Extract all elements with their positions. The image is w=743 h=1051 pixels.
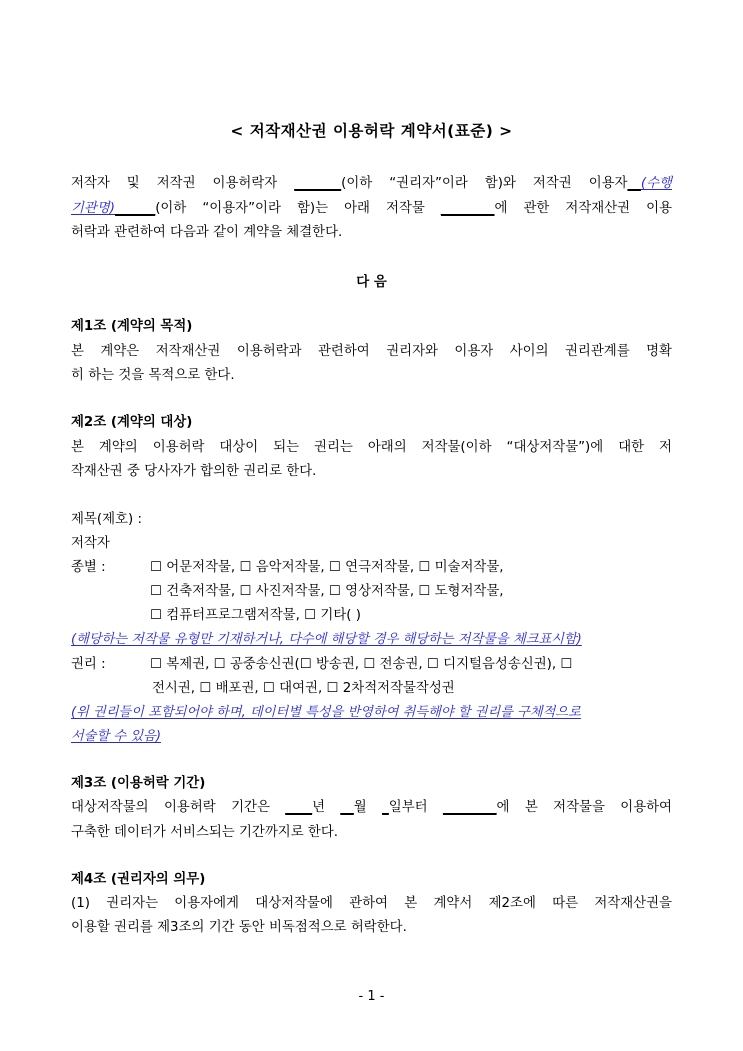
rights-note-1: (위 권리들이 포함되어야 하며, 데이터별 특성을 반영하여 취득해야 할 권리를 구체적으로 [71, 705, 581, 720]
intro-text: 저작자 및 저작권 이용허락자 [71, 176, 295, 191]
month-blank: __ [340, 800, 354, 815]
day-blank: _ [382, 800, 389, 815]
section-heading: 다 음 [356, 275, 387, 290]
end-date-blank: ________ [442, 800, 497, 815]
article-4-line-1: (1) 권리자는 이용자에게 대상저작물에 관하여 본 계약서 제2조에 따른 저작재산권을 [71, 896, 672, 911]
guide-text: (수행 [640, 176, 672, 191]
work-type-label: 종별 : [71, 560, 106, 575]
article-4-title: 제4조 (권리자의 의무) [71, 872, 206, 887]
rights-row-1: ☐ 복제권, ☐ 공중송신권(☐ 방송권, ☐ 전송권, ☐ 디지털음성송신권), ☐ [150, 657, 573, 672]
article-4-line-2: 이용할 권리를 제3조의 기간 동안 비독점적으로 허락한다. [71, 920, 407, 935]
work-type-row-2: ☐ 건축저작물, ☐ 사진저작물, ☐ 영상저작물, ☐ 도형저작물, [150, 584, 504, 599]
licensee-blank: ______ [115, 201, 156, 216]
rights-row-2: 전시권, ☐ 배포권, ☐ 대여권, ☐ 2차적저작물작성권 [152, 681, 455, 696]
work-title-label: 제목(제호) : [71, 512, 142, 527]
licensee-blank: __ [627, 176, 641, 191]
licensor-blank: _______ [294, 176, 342, 191]
article-text: 월 [353, 800, 383, 815]
guide-text: 기관명) [71, 201, 116, 216]
article-text: 년 [312, 800, 341, 815]
article-1-title: 제1조 (계약의 목적) [71, 319, 193, 334]
document-title: < 저작재산권 이용허락 계약서(표준) > [230, 122, 513, 140]
article-text: 대상저작물의 이용허락 기간은 [71, 800, 286, 815]
year-blank: ____ [285, 800, 313, 815]
intro-line-3: 허락과 관련하여 다음과 같이 계약을 체결한다. [71, 225, 343, 240]
article-3-line-1 [71, 799, 672, 817]
intro-line-2 [71, 200, 672, 218]
intro-text: (이하 “이용자”이라 함)는 아래 저작물 [155, 201, 441, 216]
work-type-note: (해당하는 저작물 유형만 기재하거나, 다수에 해당할 경우 해당하는 저작물을 체크표시함) [71, 632, 582, 647]
article-2-line-2: 작재산권 중 당사자가 합의한 권리로 한다. [71, 464, 317, 479]
intro-line-1 [71, 175, 672, 193]
article-2-line-1: 본 계약의 이용허락 대상이 되는 권리는 아래의 저작물(이하 “대상저작물”)에 대한 저 [71, 440, 672, 455]
intro-text: (이하 “권리자”이라 함)와 저작권 이용자 [341, 176, 628, 191]
page-number: - 1 - [358, 989, 385, 1004]
intro-text: 에 관한 저작재산권 이용 [494, 201, 672, 216]
article-text: 일부터 [388, 800, 443, 815]
article-3-title: 제3조 (이용허락 기간) [71, 776, 206, 791]
article-1-line-1: 본 계약은 저작재산권 이용허락과 관련하여 권리자와 이용자 사이의 권리관계를 명확 [71, 344, 672, 359]
article-1-line-2: 히 하는 것을 목적으로 한다. [71, 368, 235, 383]
article-2-title: 제2조 (계약의 대상) [71, 415, 193, 430]
article-text: 에 본 저작물을 이용하여 [496, 800, 672, 815]
rights-label: 권리 : [71, 657, 106, 672]
rights-note-2: 서술할 수 있음) [71, 729, 161, 744]
work-author-label: 저작자 [71, 536, 110, 551]
work-type-row-1: ☐ 어문저작물, ☐ 음악저작물, ☐ 연극저작물, ☐ 미술저작물, [150, 560, 504, 575]
article-3-line-2: 구축한 데이터가 서비스되는 기간까지로 한다. [71, 825, 339, 840]
work-type-row-3: ☐ 컴퓨터프로그램저작물, ☐ 기타( ) [150, 608, 361, 623]
work-blank: ________ [440, 201, 495, 216]
